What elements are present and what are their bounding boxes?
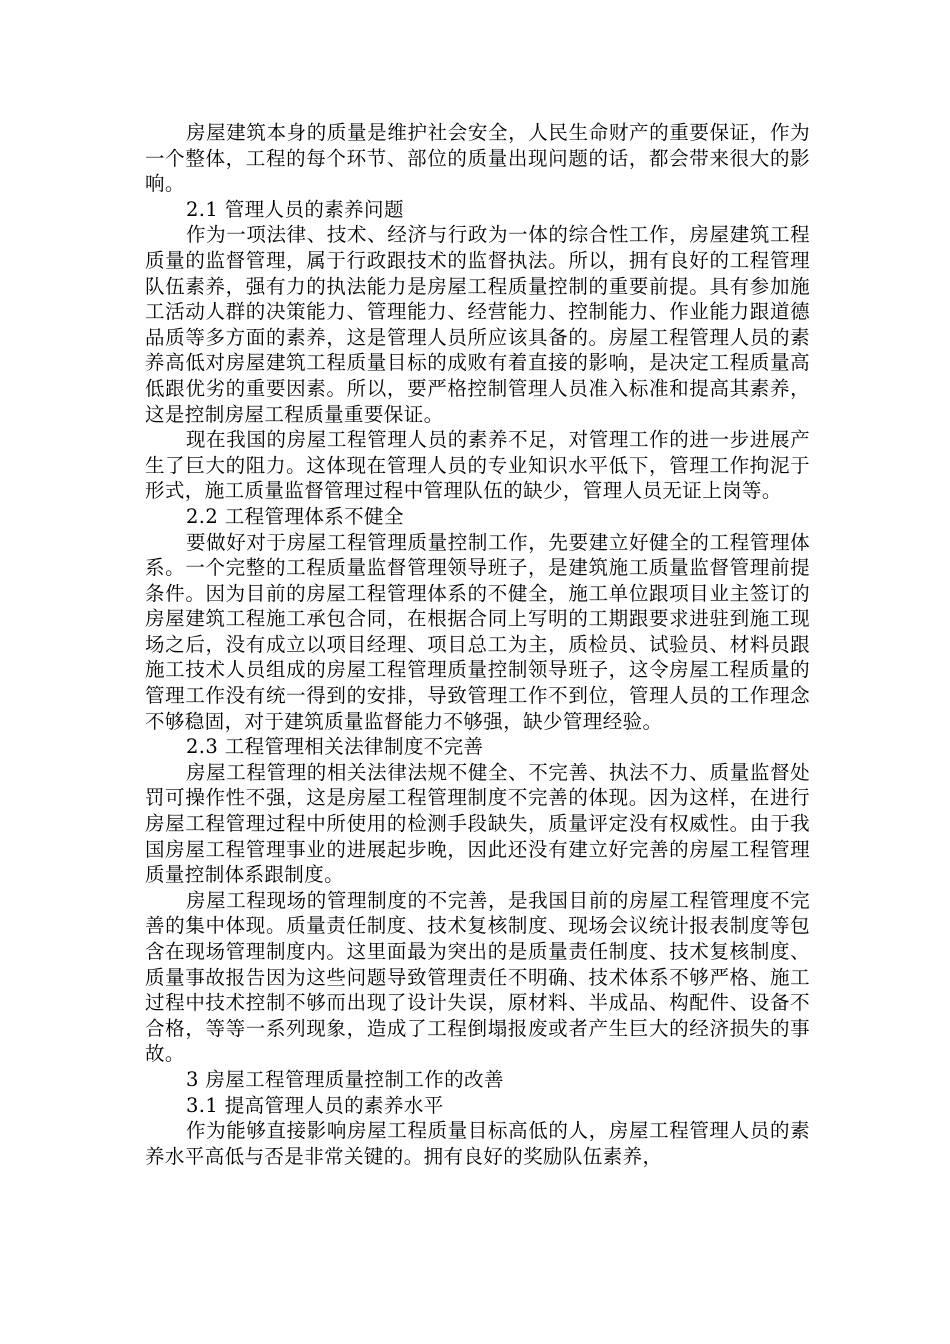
- section-heading: 2.3 工程管理相关法律制度不完善: [185, 735, 484, 759]
- subsection-heading: 3.1 提高管理人员的素养水平: [185, 1093, 444, 1117]
- paragraph: 房屋建筑本身的质量是维护社会安全，人民生命财产的重要保证，作为一个整体，工程的每个环节、部位的质量出现问题的话，都会带来很大的影响。: [145, 121, 810, 196]
- paragraph: 要做好对于房屋工程管理质量控制工作，先要建立好健全的工程管理体系。一个完整的工程质量监督管理领导班子，是建筑施工质量监督管理前提条件。因为目前的房屋工程管理体系的不健全，施工单位跟项目业主签订的房屋建筑工程施工承包合同，在根据合同上写明的工期跟要求进驻到施工现场之后，没有成立以项目经理、项目总工为主，质检员、试验员、材料员跟施工技术人员组成的房屋工程管理质量控制领导班子，这令房屋工程质量的管理工作没有统一得到的安排，导致管理工作不到位，管理人员的工作理念不够稳固，对于建筑质量监督能力不够强，缺少管理经验。: [145, 530, 810, 733]
- document-body: [145, 120, 810, 1169]
- paragraph: 现在我国的房屋工程管理人员的素养不足，对管理工作的进一步进展产生了巨大的阻力。这体现在管理人员的专业知识水平低下，管理工作拘泥于形式，施工质量监督管理过程中管理队伍的缺少，管理人员无证上岗等。: [145, 428, 810, 503]
- section-heading: 2.2 工程管理体系不健全: [185, 504, 404, 528]
- paragraph: 房屋工程管理的相关法律法规不健全、不完善、执法不力、质量监督处罚可操作性不强，这是房屋工程管理制度不完善的体现。因为这样，在进行房屋工程管理过程中所使用的检测手段缺失，质量评定没有权威性。由于我国房屋工程管理事业的进展起步晚，因此还没有建立好完善的房屋工程管理质量控制体系跟制度。: [145, 760, 810, 887]
- paragraph: 房屋工程现场的管理制度的不完善，是我国目前的房屋工程管理度不完善的集中体现。质量责任制度、技术复核制度、现场会议统计报表制度等包含在现场管理制度内。这里面最为突出的是质量责任制度、技术复核制度、质量事故报告因为这些问题导致管理责任不明确、技术体系不够严格、施工过程中技术控制不够而出现了设计失误，原材料、半成品、构配件、设备不合格，等等一系列现象，造成了工程倒塌报废或者产生巨大的经济损失的事故。: [145, 888, 810, 1066]
- section-heading: 2.1 管理人员的素养问题: [185, 197, 404, 221]
- paragraph: 作为能够直接影响房屋工程质量目标高低的人，房屋工程管理人员的素养水平高低与否是非常关键的。拥有良好的奖励队伍素养，: [145, 1119, 810, 1168]
- section-heading: 3 房屋工程管理质量控制工作的改善: [185, 1067, 504, 1091]
- paragraph: 作为一项法律、技术、经济与行政为一体的综合性工作，房屋建筑工程质量的监督管理，属于行政跟技术的监督执法。所以，拥有良好的工程管理队伍素养，强有力的执法能力是房屋工程质量控制的重要前提。具有参加施工活动人群的决策能力、管理能力、经营能力、控制能力、作业能力跟道德品质等多方面的素养，这是管理人员所应该具备的。房屋工程管理人员的素养高低对房屋建筑工程质量目标的成败有着直接的影响，是决定工程质量高低跟优劣的重要因素。所以，要严格控制管理人员准入标准和提高其素养，这是控制房屋工程质量重要保证。: [145, 223, 810, 426]
